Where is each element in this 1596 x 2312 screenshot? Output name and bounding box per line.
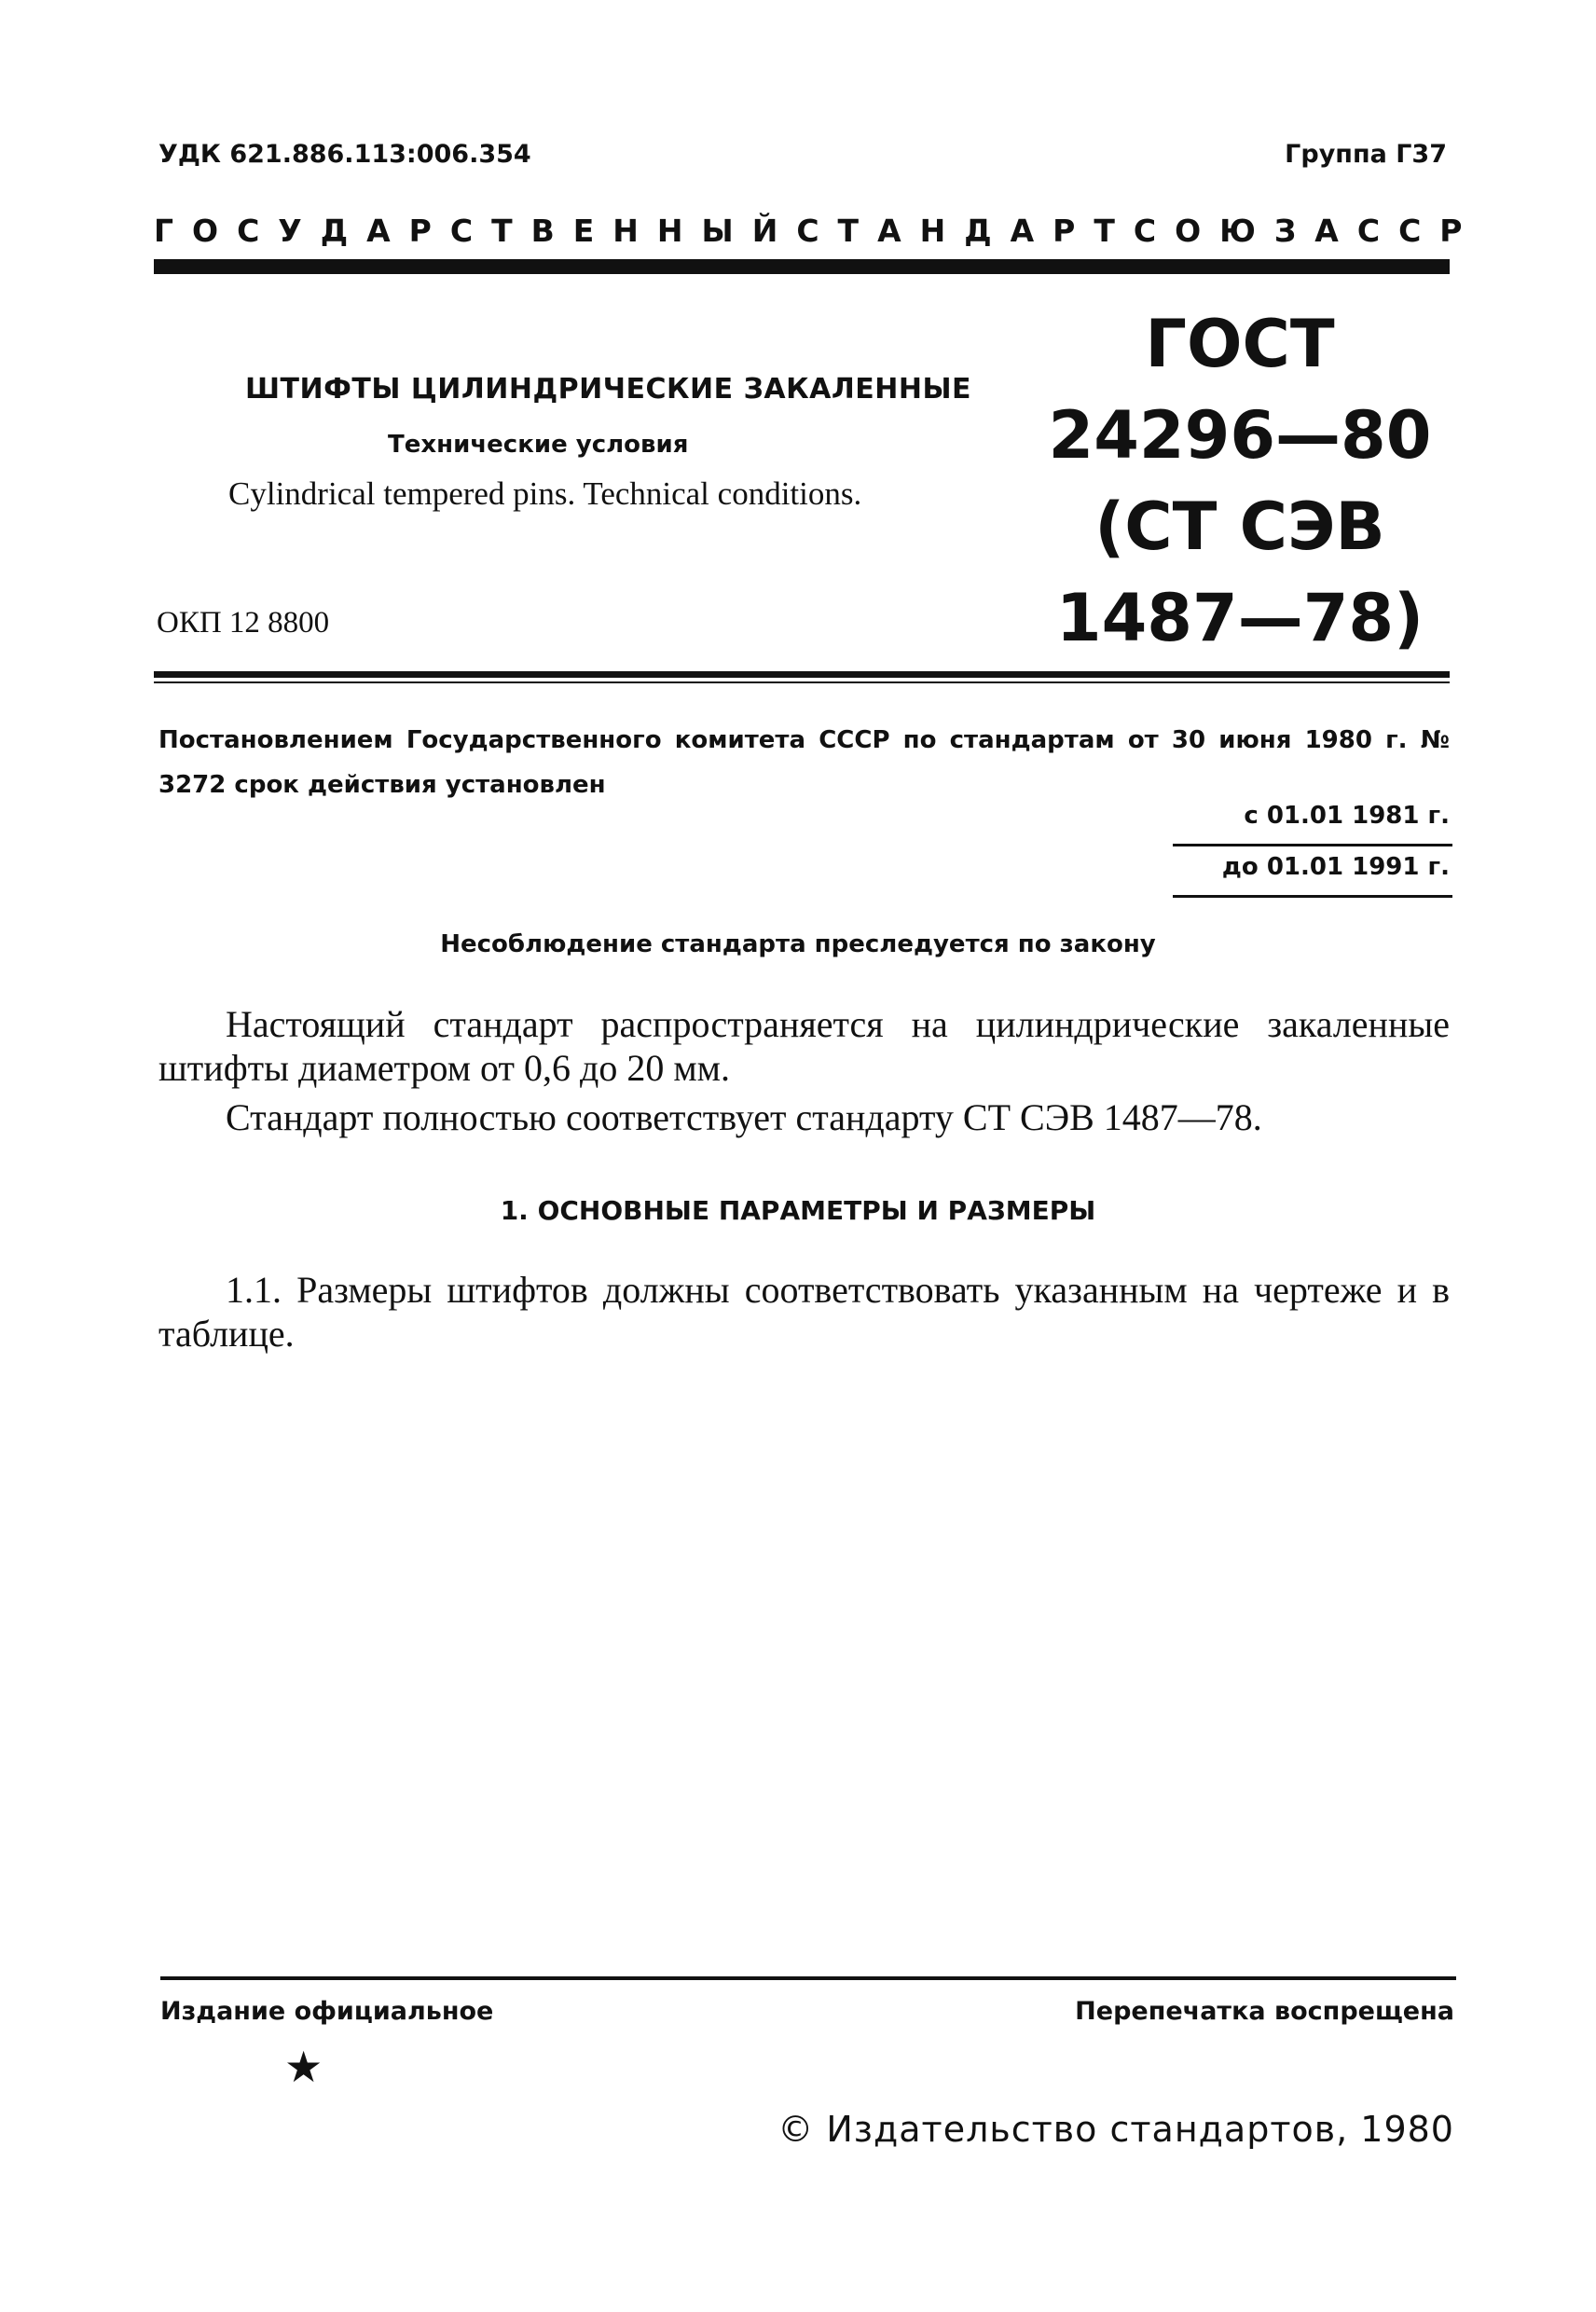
subtitle-ru: Технические условия: [388, 431, 689, 459]
effective-from: с 01.01 1981 г.: [1244, 802, 1450, 830]
gost-line: (СТ СЭВ: [1094, 489, 1385, 565]
gost-line: ГОСТ: [1145, 306, 1335, 382]
gost-number: 24296—80: [1048, 397, 1432, 474]
noncompliance-notice: Несоблюдение стандарта преследуется по закону: [440, 930, 1156, 958]
gost-line: 1487—78): [1055, 580, 1424, 656]
effective-to: до 01.01 1991 г.: [1221, 853, 1450, 881]
conformity-paragraph: Стандарт полностью соответствует стандарту СТ СЭВ 1487—78.: [226, 1096, 1262, 1138]
dates-rule: [1173, 844, 1452, 846]
star-icon: ★: [284, 2042, 323, 2092]
state-standard-heading: [154, 213, 1481, 249]
dates-rule-bottom: [1173, 895, 1452, 898]
state-standard-word: ГОСУДАРСТВЕННЫЙ: [154, 213, 797, 249]
middle-rule: [154, 671, 1450, 678]
title-ru: ШТИФТЫ ЦИЛИНДРИЧЕСКИЕ ЗАКАЛЕННЫЕ: [245, 373, 972, 406]
top-rule: [154, 259, 1450, 274]
state-standard-word: СТАНДАРТ: [796, 213, 1134, 249]
decree-text: Постановлением Государственного комитета СССР по стандартам от 30 июня 1980 г. № 3272 срок действия установлен: [158, 726, 1450, 799]
okp-code: ОКП 12 8800: [157, 606, 330, 640]
state-standard-word: СОЮЗА: [1133, 213, 1357, 249]
publisher-copyright: © Издательство стандартов, 1980: [777, 2109, 1454, 2150]
udk-code: УДК 621.886.113:006.354: [158, 140, 531, 169]
official-edition: Издание официальное: [160, 1997, 494, 2026]
group-code: Группа Г37: [1285, 140, 1447, 169]
bottom-rule: [160, 1976, 1456, 1980]
state-standard-word: ССР: [1356, 213, 1481, 249]
gost-designation: [1044, 298, 1436, 664]
dimensions-paragraph: 1.1. Размеры штифтов должны соответствовать указанным на чертеже и в таблице.: [158, 1269, 1450, 1355]
reprint-prohibited: Перепечатка воспрещена: [1075, 1997, 1454, 2026]
scope-paragraph: Настоящий стандарт распространяется на цилиндрические закаленные штифты диаметром от 0,6 до 20 мм.: [158, 1003, 1450, 1089]
middle-rule-thin: [154, 681, 1450, 683]
title-en: Cylindrical tempered pins. Technical conditions.: [228, 475, 862, 512]
section-heading: 1. ОСНОВНЫЕ ПАРАМЕТРЫ И РАЗМЕРЫ: [500, 1195, 1096, 1226]
